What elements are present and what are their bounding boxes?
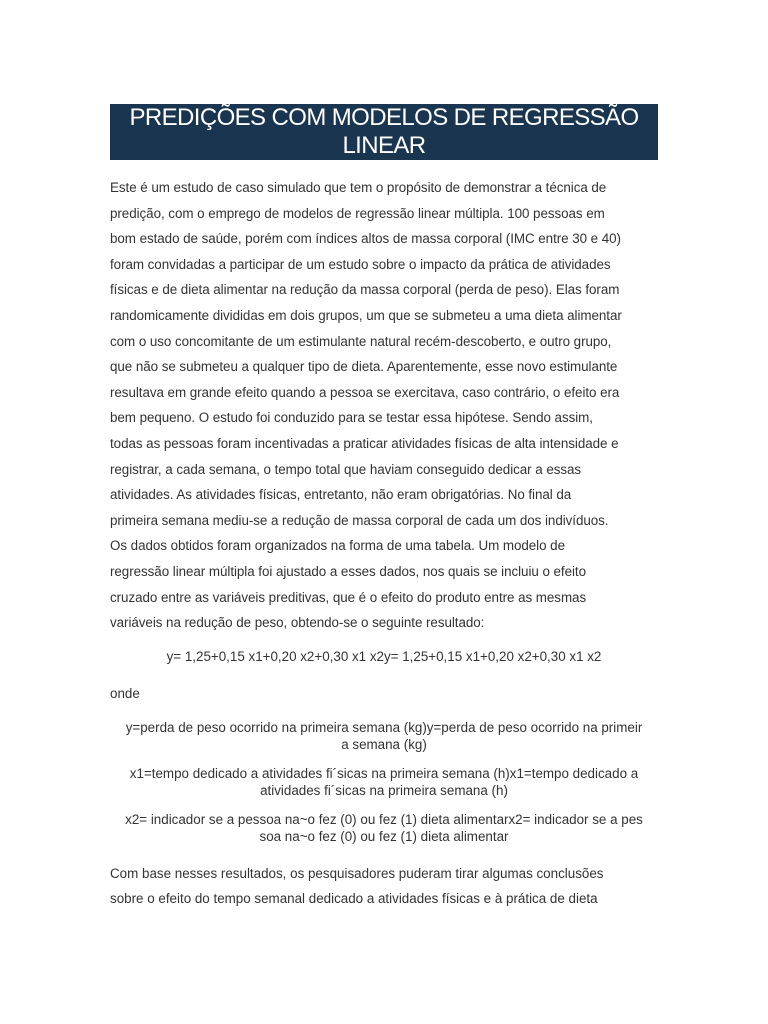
conclusion-paragraph — [110, 861, 658, 912]
paragraph-line: físicas e de dieta alimentar na redução da massa corporal (perda de peso). Elas foram — [110, 282, 620, 298]
paragraph-line: foram convidadas a participar de um estudo sobre o impacto da prática de atividades — [110, 256, 611, 272]
paragraph-line: atividades. As atividades físicas, entretanto, não eram obrigatórias. No final da — [110, 487, 572, 503]
paragraph-line: resultava em grande efeito quando a pessoa se exercitava, caso contrário, o efeito era — [110, 384, 620, 400]
paragraph-line: randomicamente divididas em dois grupos, um que se submeteu a uma dieta alimentar — [110, 307, 622, 323]
paragraph-line: variáveis na redução de peso, obtendo-se o seguinte resultado: — [110, 615, 485, 631]
definition-line: soa na~o fez (0) ou fez (1) dieta alimentar — [259, 829, 509, 845]
document-title — [110, 104, 658, 160]
definition-line: a semana (kg) — [341, 737, 427, 753]
paragraph-line: sobre o efeito do tempo semanal dedicado a atividades físicas e à prática de dieta — [110, 891, 598, 907]
definition-line: x2= indicador se a pessoa na~o fez (0) ou fez (1) dieta alimentarx2= indicador se a pes — [125, 811, 643, 827]
intro-paragraph — [110, 175, 658, 636]
paragraph-line: cruzado entre as variáveis preditivas, que é o efeito do produto entre as mesmas — [110, 589, 587, 605]
paragraph-line: Os dados obtidos foram organizados na forma de uma tabela. Um modelo de — [110, 538, 565, 554]
title-line-2: LINEAR — [342, 132, 426, 159]
paragraph-line: registrar, a cada semana, o tempo total que haviam conseguido dedicar a essas — [110, 461, 582, 477]
paragraph-line: que não se submeteu a qualquer tipo de dieta. Aparentemente, esse novo estimulante — [110, 359, 618, 375]
definition-x2 — [110, 811, 658, 846]
definition-x1 — [110, 765, 658, 800]
paragraph-line: todas as pessoas foram incentivadas a praticar atividades físicas de alta intensidade e — [110, 435, 619, 451]
definition-y — [110, 719, 658, 754]
paragraph-line: regressão linear múltipla foi ajustado a esses dados, nos quais se incluiu o efeito — [110, 563, 586, 579]
paragraph-line: predição, com o emprego de modelos de regressão linear múltipla. 100 pessoas em — [110, 205, 605, 221]
definition-line: atividades fi´sicas na primeira semana (h) — [260, 783, 508, 799]
regression-equation: y= 1,25+0,15 x1+0,20 x2+0,30 x1 x2y= 1,25+0,15 x1+0,20 x2+0,30 x1 x2 — [166, 648, 602, 664]
title-line-1: PREDIÇÕES COM MODELOS DE REGRESSÃO — [129, 104, 639, 131]
definition-line: y=perda de peso ocorrido na primeira semana (kg)y=perda de peso ocorrido na primeir — [125, 719, 643, 735]
paragraph-line: primeira semana mediu-se a redução de massa corporal de cada um dos indivíduos. — [110, 512, 609, 528]
document-page — [110, 104, 658, 912]
definition-line: x1=tempo dedicado a atividades fi´sicas na primeira semana (h)x1=tempo dedicado a — [129, 765, 639, 781]
paragraph-line: bom estado de saúde, porém com índices altos de massa corporal (IMC entre 30 e 40) — [110, 231, 621, 247]
paragraph-line: Com base nesses resultados, os pesquisadores puderam tirar algumas conclusões — [110, 865, 604, 881]
onde-label: onde — [110, 685, 140, 701]
paragraph-line: bem pequeno. O estudo foi conduzido para se testar essa hipótese. Sendo assim, — [110, 410, 593, 426]
paragraph-line: Este é um estudo de caso simulado que tem o propósito de demonstrar a técnica de — [110, 180, 607, 195]
paragraph-line: com o uso concomitante de um estimulante natural recém-descoberto, e outro grupo, — [110, 333, 612, 349]
